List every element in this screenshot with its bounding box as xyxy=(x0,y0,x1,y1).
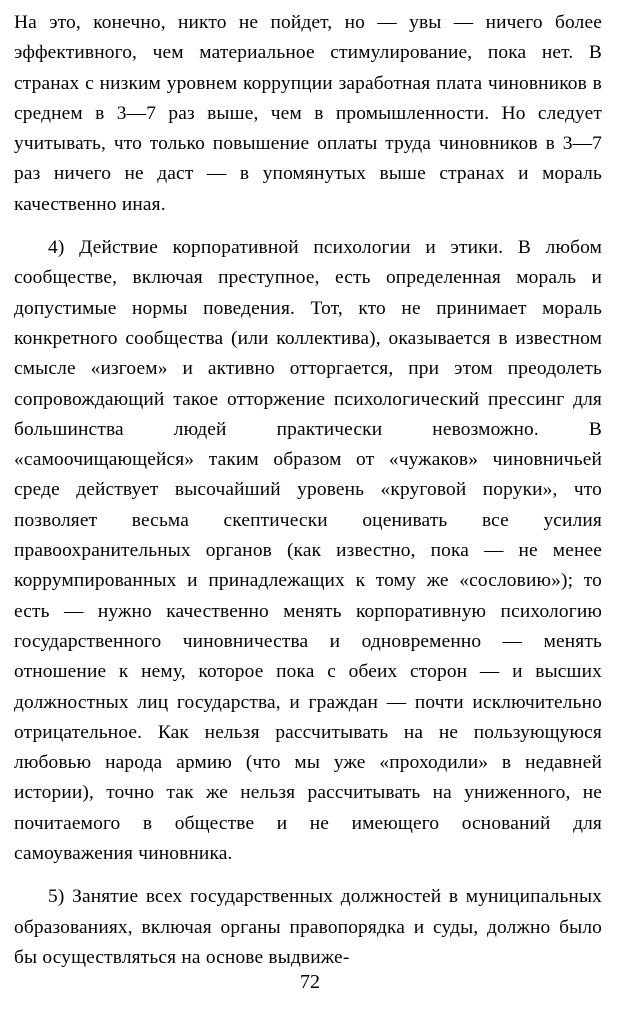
page-number: 72 xyxy=(300,971,320,993)
paragraph-2: 4) Действие корпоративной психологии и этики. В любом сообществе, включая преступное, есть определенная мораль и допустимые нормы поведения. Тот, кто не принимает мораль конкретного сообщества (или коллектива), оказывается в известном смысле «изгоем» и активно отторгается, при этом преодолеть сопровождающий такое отторжение психологический прессинг для большинства людей практически невозможно. В «самоочищающейся» таким образом от «чужаков» чиновничьей среде действует высочайший уровень «круговой поруки», что позволяет весьма скептически оценивать все усилия правоохранительных органов (как известно, пока — не менее коррумпированных и принадлежащих к тому же «сословию»); то есть — нужно качественно менять корпоративную психологию государственного чиновничества и одновременно — менять отношение к нему, которое пока с обеих сторон — и высших должностных лиц государства, и граждан — почти исключительно отрицательное. Как нельзя рассчитывать на не пользующуюся любовью народа армию (что мы уже «проходили» в недавней истории), точно так же нельзя рассчитывать на униженного, не почитаемого в обществе и не имеющего оснований для самоуважения чиновника. xyxy=(14,237,602,865)
page-body xyxy=(14,8,602,973)
paragraph-1: На это, конечно, никто не пойдет, но — увы — ничего более эффективного, чем материальное стимулирование, пока нет. В странах с низким уровнем коррупции заработная плата чиновников в среднем в 3—7 раз выше, чем в промышленности. Но следует учитывать, что только повышение оплаты труда чиновников в 3—7 раз ничего не даст — в упомянутых выше странах и мораль качественно иная. xyxy=(14,12,602,215)
paragraph-3: 5) Занятие всех государственных должностей в муниципальных образованиях, включая органы правопорядка и суды, должно было бы осуществляться на основе выдвиже- xyxy=(14,886,602,968)
